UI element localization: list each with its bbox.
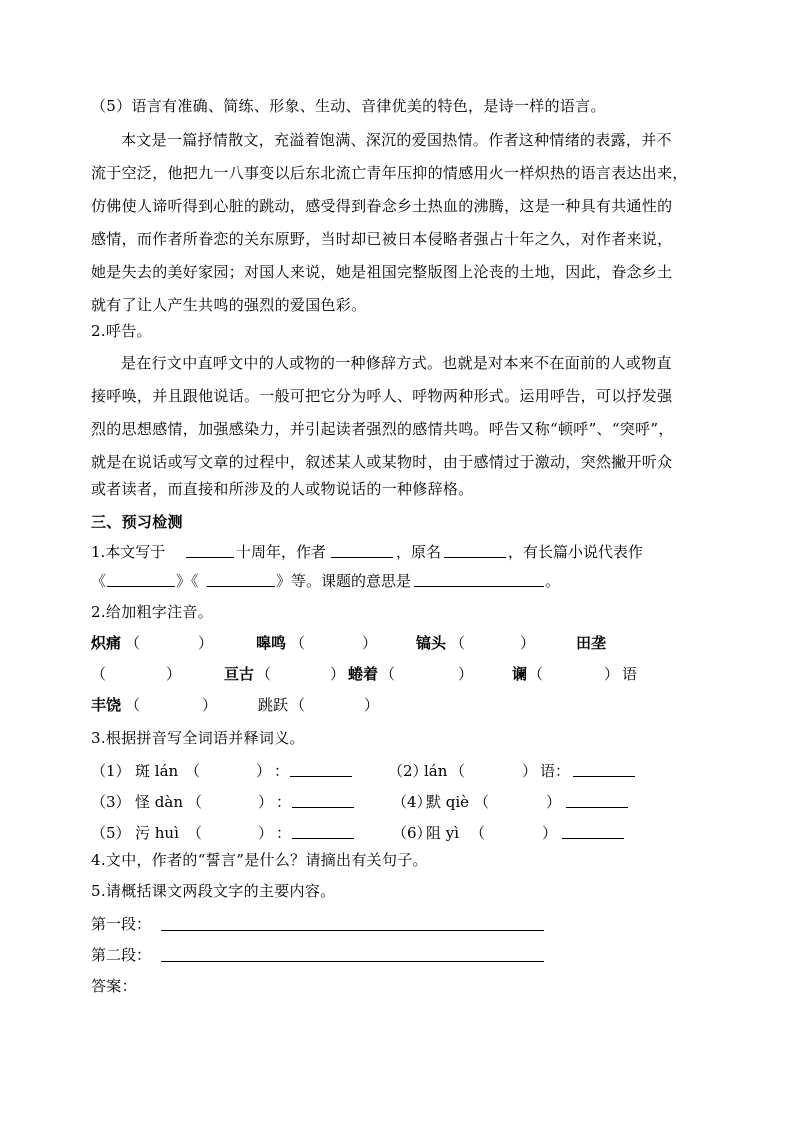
left-paren: （	[528, 665, 544, 683]
item-num: （6）	[392, 824, 432, 842]
paragraph-line: 是在行文中直呼文中的人或物的一种修辞方式。也就是对本来不在面前的人或物直	[121, 354, 672, 372]
paragraph-line: 仿佛使人谛听得到心脏的跳动，感受得到眷念乡土热血的沸腾，这是一种具有共通性的	[91, 197, 673, 215]
left-paren: （	[185, 762, 201, 780]
left-paren: （	[470, 824, 486, 842]
word: 丰饶	[91, 696, 122, 714]
right-paren: ）	[258, 793, 274, 811]
question-5: 5.请概括课文两段文字的主要内容。	[91, 882, 336, 900]
question-4: 4.文中，作者的“誓言”是什么？请摘出有关句子。	[91, 851, 428, 869]
right-paren: ）	[202, 696, 218, 714]
item-text: 默 qiè	[426, 793, 470, 811]
left-paren: （	[91, 665, 107, 683]
paragraph-line: 就是在说话或写文章的过程中，叙述某人或某物时，由于感情过于激动，突然撇开听众	[91, 453, 673, 471]
left-paren: （	[450, 762, 466, 780]
item-num: （3）	[91, 793, 131, 811]
right-paren: ）	[166, 665, 182, 683]
item-num: （2）	[388, 762, 428, 780]
paragraph-line: 流于空泛，他把九一八事变以后东北流亡青年压抑的情感用火一样炽热的语言表达出来，	[91, 164, 688, 182]
word: 亘古	[224, 665, 255, 683]
answer-blank[interactable]	[444, 556, 506, 558]
word: 蜷着	[348, 665, 379, 683]
right-paren: ）	[364, 696, 380, 714]
right-paren: ）	[198, 634, 214, 652]
item-tail: ：	[274, 762, 290, 780]
q1-text: ，有长篇小说代表作	[508, 543, 644, 561]
left-paren: （	[290, 634, 306, 652]
answer-blank[interactable]	[292, 837, 354, 839]
answer-blank[interactable]	[292, 806, 354, 808]
word: 田垄	[576, 634, 607, 652]
paragraph-line: 感情，而作者所眷恋的关东原野，当时却已被日本侵略者强占十年之久，对作者来说，	[91, 230, 673, 248]
word: 炽痛	[91, 634, 122, 652]
paragraph-line: 烈的思想感情，加强感染力，并引起读者强烈的感情共鸣。呼告又称“顿呼”、“突呼”，	[91, 420, 674, 438]
item-5: （5）语言有准确、简练、形象、生动、音律优美的特色，是诗一样的语言。	[91, 97, 606, 115]
left-paren: （	[125, 634, 141, 652]
left-paren: （	[380, 665, 396, 683]
item-text: 阻 yì	[426, 824, 460, 842]
answer-line[interactable]	[161, 960, 544, 962]
answer-blank[interactable]	[566, 806, 628, 808]
answer-blank[interactable]	[207, 585, 275, 587]
q3-title: 3.根据拼音写全词语并释词义。	[91, 729, 305, 747]
left-paren: （	[474, 793, 490, 811]
word: 镐头	[416, 634, 447, 652]
answer-blank[interactable]	[290, 775, 352, 777]
right-paren: ）	[546, 793, 562, 811]
right-paren: ）	[258, 824, 274, 842]
answer-blank[interactable]	[331, 556, 393, 558]
q1-text: ，原名	[396, 543, 442, 561]
word: 跳跃	[258, 696, 289, 714]
first-paragraph-label: 第一段：	[91, 915, 152, 933]
right-paren: ）	[330, 665, 346, 683]
paragraph-line: 本文是一篇抒情散文，充溢着饱满、深沉的爱国热情。作者这种情绪的表露，并不	[121, 131, 672, 149]
q1-text: 1.本文写于	[91, 543, 166, 561]
paragraph-line: 就有了让人产生共鸣的强烈的爱国色彩。	[91, 296, 367, 314]
right-paren: ）	[256, 762, 272, 780]
item-num: （1）	[91, 762, 131, 780]
second-paragraph-label: 第二段：	[91, 946, 152, 964]
right-paren: ）	[520, 634, 536, 652]
item-text: 斑 lán	[135, 762, 179, 780]
paragraph-line: 她是失去的美好家园；对国人来说，她是祖国完整版图上沦丧的土地，因此，眷念乡土	[91, 263, 673, 281]
right-paren: ）	[542, 824, 558, 842]
q1-text: 》《	[176, 572, 199, 590]
item-tail: ：	[276, 824, 292, 842]
word-suffix: 语	[622, 665, 638, 683]
q2-title: 2.给加粗字注音。	[91, 603, 214, 621]
section-title: 三、预习检测	[91, 513, 183, 531]
answer-blank[interactable]	[414, 585, 544, 587]
answer-label: 答案：	[91, 977, 137, 995]
word: 嗥鸣	[256, 634, 287, 652]
answer-blank[interactable]	[562, 837, 624, 839]
item-text: 怪 dàn	[135, 793, 183, 811]
left-paren: （	[450, 634, 466, 652]
item-tail: 语：	[540, 762, 571, 780]
paragraph-line: 接呼唤，并且跟他说话。一般可把它分为呼人、呼物两种形式。运用呼告，可以抒发强	[91, 387, 673, 405]
heading-apostrophe: 2.呼告。	[91, 322, 152, 340]
right-paren: ）	[458, 665, 474, 683]
item-tail: ：	[276, 793, 292, 811]
left-paren: （	[125, 696, 141, 714]
right-paren: ）	[604, 665, 620, 683]
word: 谰	[512, 665, 528, 683]
q1-text: 《	[91, 572, 107, 590]
item-num: （5）	[91, 824, 131, 842]
answer-blank[interactable]	[107, 585, 175, 587]
right-paren: ）	[522, 762, 538, 780]
item-num: （4）	[392, 793, 432, 811]
right-paren: ）	[362, 634, 378, 652]
paragraph-line: 或者读者，而直接和所涉及的人或物说话的一种修辞格。	[91, 480, 474, 498]
left-paren: （	[256, 665, 272, 683]
q1-text: 。	[545, 572, 561, 590]
item-text: lán	[424, 762, 448, 780]
left-paren: （	[290, 696, 306, 714]
left-paren: （	[187, 824, 203, 842]
item-text: 污 huì	[135, 824, 179, 842]
answer-blank[interactable]	[573, 775, 635, 777]
answer-line[interactable]	[161, 929, 544, 931]
q1-text: 十周年，作者	[236, 543, 327, 561]
answer-blank[interactable]	[186, 556, 234, 558]
q1-text: 》等。课题的意思是	[276, 572, 412, 590]
left-paren: （	[187, 793, 203, 811]
